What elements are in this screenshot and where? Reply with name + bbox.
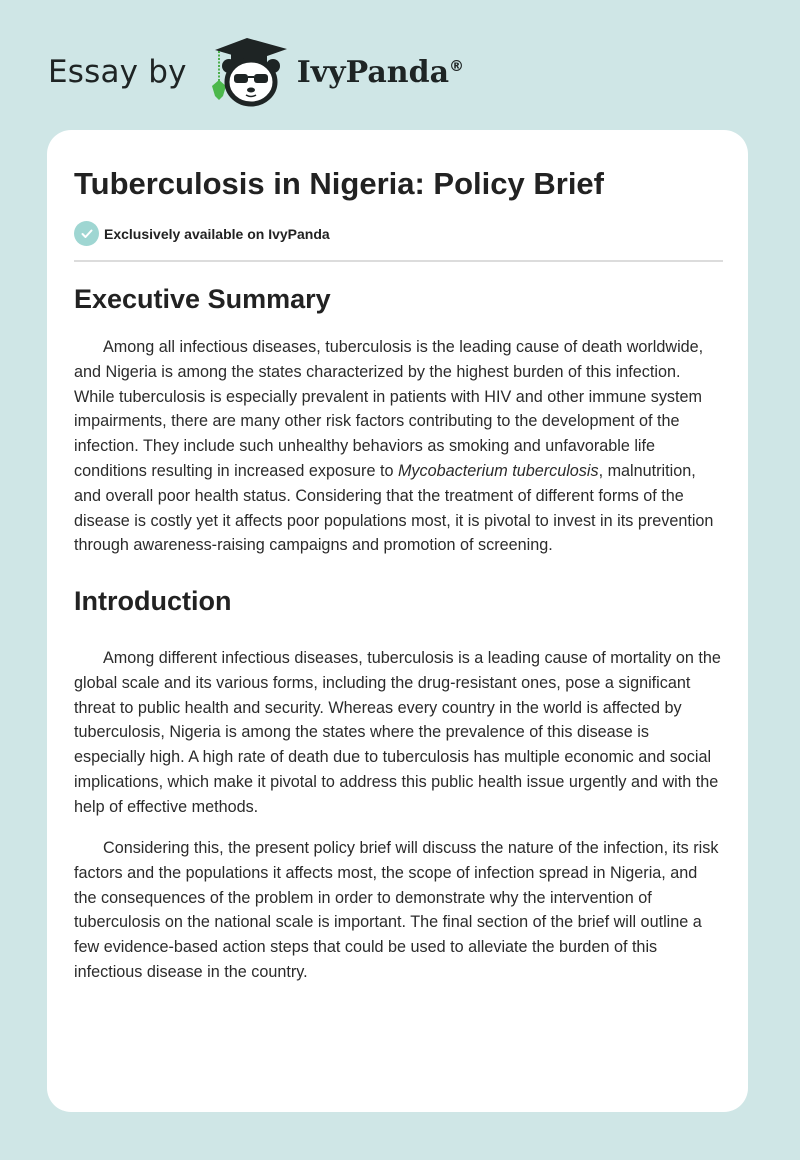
section-heading-introduction: Introduction: [74, 586, 232, 616]
section-heading-executive-summary: Executive Summary: [74, 284, 331, 314]
site-header-brand[interactable]: [48, 36, 464, 108]
page-title: Tuberculosis in Nigeria: Policy Brief: [74, 166, 604, 201]
brand-prefix: Essay by: [48, 54, 187, 90]
document-card: [47, 130, 748, 1112]
divider: [74, 260, 723, 262]
panda-graduate-logo-icon: [201, 36, 293, 108]
exclusive-badge: [74, 221, 330, 246]
check-circle-icon: [74, 221, 99, 246]
brand-name: IvyPanda®: [296, 54, 465, 90]
italic-term: Mycobacterium tuberculosis: [397, 461, 599, 480]
paragraph-executive-summary: Among all infectious diseases, tuberculosis is the leading cause of death worldwide, and Nigeria is among the states characterized by the highest burden of this infection. While tuberculosis is especially prevalent in patients with HIV and other immune system impairments, there are many other risk factors contributing to the development of the infection. They include such unhealthy behaviors as smoking and unfavorable life conditions resulting in increased exposure to Mycobacterium tuberculosis, malnutrition, and overall poor health status. Considering that the treatment of different forms of the disease is costly yet it affects poor populations most, it is pivotal to invest in its prevention through awareness-raising campaigns and promotion of screening.: [74, 338, 714, 555]
paragraph-introduction-1: Among different infectious diseases, tuberculosis is a leading cause of mortality on the global scale and its various forms, including the drug-resistant ones, pose a significant threat to public health and security. Whereas every country in the world is affected by tuberculosis, Nigeria is among the states where the prevalence of this disease is especially high. A high rate of death due to tuberculosis has multiple economic and social implications, which make it pivotal to address this public health issue urgently and with the help of effective methods.: [74, 649, 721, 816]
exclusive-text: Exclusively available on IvyPanda: [104, 225, 330, 242]
paragraph-introduction-2: Considering this, the present policy brief will discuss the nature of the infection, its risk factors and the populations it affects most, the scope of infection spread in Nigeria, and the consequences of the problem in order to demonstrate why the intervention of tuberculosis on the national scale is important. The final section of the brief will outline a few evidence-based action steps that could be used to alleviate the burden of this infectious disease in the country.: [74, 839, 719, 981]
